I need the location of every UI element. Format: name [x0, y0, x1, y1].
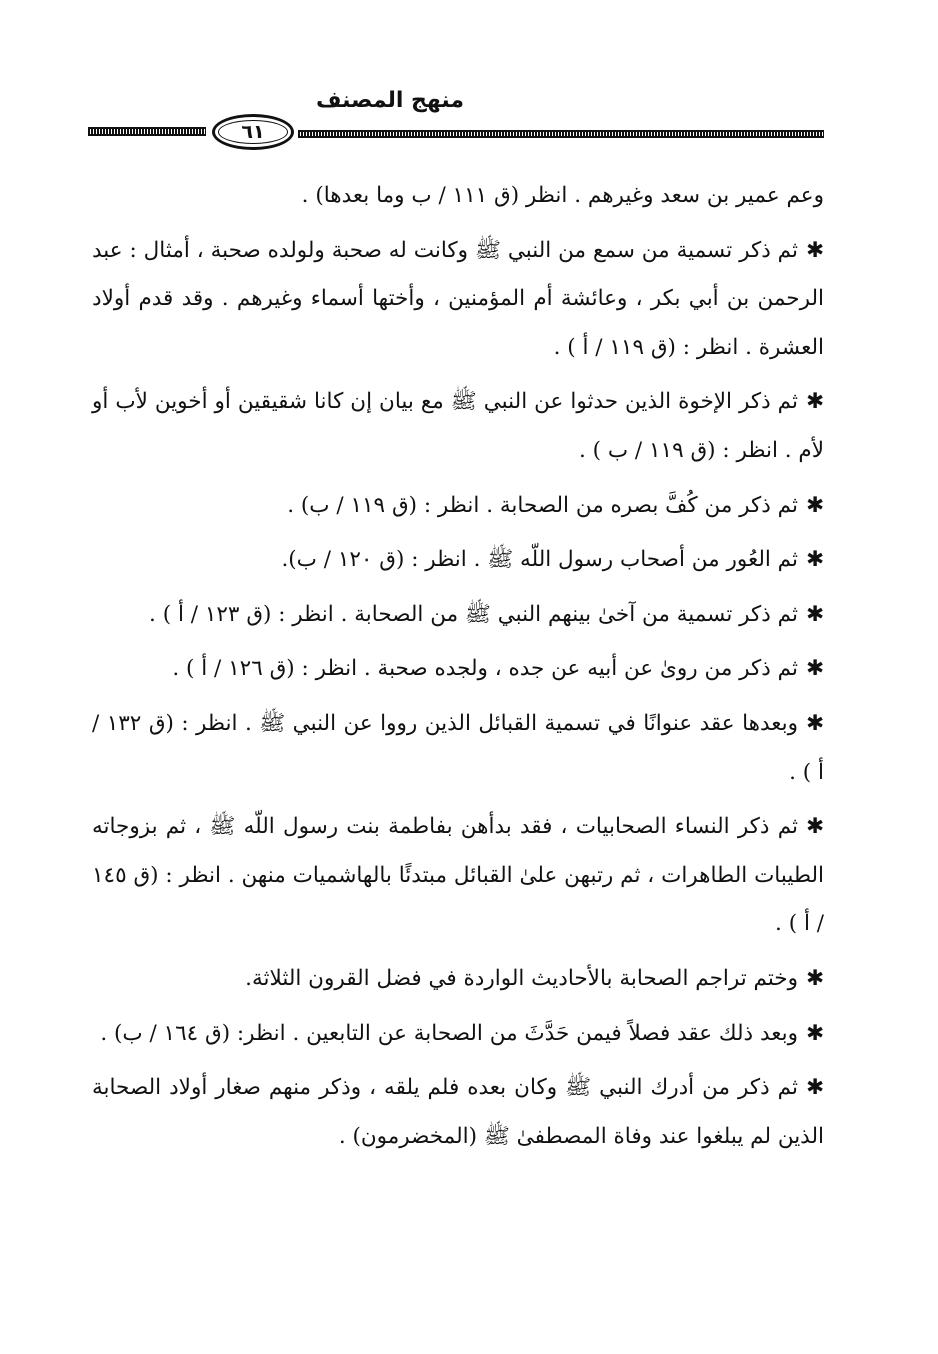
paragraph-text: ثم ذكر من أدرك النبي ﷺ وكان بعده فلم يلقه ، وذكر منهم صغار أولاد الصحابة الذين لم يبلغوا عند وفاة المصطفىٰ ﷺ (المخضرمون) .: [92, 1075, 824, 1149]
paragraph-text: ثم العُور من أصحاب رسول اللّه ﷺ . انظر : (ق ١٢٠ / ب).: [281, 547, 798, 573]
paragraph-text: ثم ذكر تسمية من آخىٰ بينهم النبي ﷺ من الصحابة . انظر : (ق ١٢٣ / أ ) .: [149, 601, 798, 627]
star-bullet: ✱: [805, 965, 824, 991]
star-bullet: ✱: [805, 547, 824, 573]
star-bullet: ✱: [805, 492, 824, 518]
header-rule-right: [298, 130, 824, 138]
page-number: ٦١: [241, 121, 265, 143]
paragraph: [92, 700, 824, 797]
paragraph-text: وبعد ذلك عقد فصلاً فيمن حَدَّثَ من الصحابة عن التابعين . انظر: (ق ١٦٤ / ب) .: [100, 1020, 798, 1046]
paragraph: [92, 1064, 824, 1161]
paragraph-text: وبعدها عقد عنوانًا في تسمية القبائل الذين رووا عن النبي ﷺ . انظر : (ق ١٣٢ / أ ) .: [92, 710, 824, 785]
star-bullet: ✱: [805, 389, 824, 415]
paragraph: [92, 536, 824, 585]
paragraph: [92, 227, 824, 373]
page-body: [92, 172, 824, 1167]
star-bullet: ✱: [805, 237, 824, 263]
star-bullet: ✱: [805, 814, 824, 840]
paragraph-text: وختم تراجم الصحابة بالأحاديث الواردة في فضل القرون الثلاثة.: [245, 965, 798, 991]
page-number-ornament: [212, 114, 294, 150]
paragraph: [92, 172, 824, 221]
paragraph: [92, 378, 824, 475]
running-title: منهج المصنف: [315, 88, 465, 113]
paragraph-text: ثم ذكر من كُفَّ بصره من الصحابة . انظر : (ق ١١٩ / ب) .: [287, 492, 798, 518]
paragraph: [92, 803, 824, 949]
paragraph: [92, 645, 824, 694]
header-rule-left: [88, 127, 206, 136]
paragraph-text: ثم ذكر من روىٰ عن أبيه عن جده ، ولجده صحبة . انظر : (ق ١٢٦ / أ ) .: [172, 656, 798, 682]
star-bullet: ✱: [805, 656, 824, 682]
paragraph: [92, 591, 824, 640]
star-bullet: ✱: [805, 601, 824, 627]
paragraph: [92, 955, 824, 1004]
paragraph: [92, 1010, 824, 1059]
star-bullet: ✱: [805, 1020, 824, 1046]
paragraph-text: ثم ذكر الإخوة الذين حدثوا عن النبي ﷺ مع بيان إن كانا شقيقين أو أخوين لأب أو لأم . انظر : (ق ١١٩ / ب ) .: [92, 389, 824, 463]
paragraph-text: وعم عمير بن سعد وغيرهم . انظر (ق ١١١ / ب وما بعدها) .: [301, 183, 824, 208]
star-bullet: ✱: [805, 710, 824, 736]
star-bullet: ✱: [805, 1075, 824, 1101]
paragraph-text: ثم ذكر تسمية من سمع من النبي ﷺ وكانت له صحبة ولولده صحبة ، أمثال : عبد الرحمن بن أبي بكر ، وعائشة أم المؤمنين ، وأختها أسماء وغيرهم . وقد قدم أولاد العشرة . انظر : (ق ١١٩ / أ ) .: [92, 237, 824, 360]
paragraph-text: ثم ذكر النساء الصحابيات ، فقد بدأهن بفاطمة بنت رسول اللّه ﷺ ، ثم بزوجاته الطيبات الطاهرات ، ثم رتبهن علىٰ القبائل مبتدئًا بالهاشميات منهن . انظر : (ق ١٤٥ / أ ) .: [92, 814, 824, 937]
paragraph: [92, 482, 824, 531]
